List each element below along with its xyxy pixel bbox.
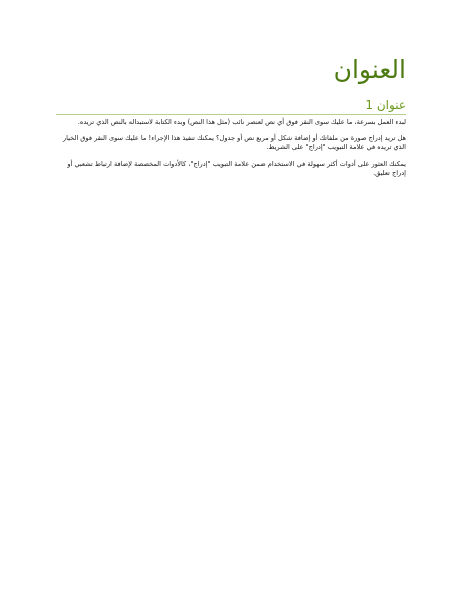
heading-1[interactable]: عنوان 1 bbox=[56, 98, 406, 115]
document-body bbox=[56, 52, 406, 185]
paragraph-2[interactable]: هل تريد إدراج صورة من ملفاتك أو إضافة شكل أو مربع نص أو جدول؟ يمكنك تنفيذ هذا الإجراء! ما عليك سوى النقر فوق الخيار الذي تريده في علامة التبويب "إدراج" على الشريط. bbox=[62, 134, 406, 152]
paragraph-3[interactable]: يمكنك العثور على أدوات أكثر سهولة في الاستخدام ضمن علامة التبويب "إدراج"، كالأدوات المخصصة لإضافة ارتباط تشعبي أو إدراج تعليق. bbox=[67, 159, 406, 177]
document-title[interactable]: العنوان bbox=[333, 55, 406, 84]
paragraph-1[interactable]: لبدء العمل بسرعة، ما عليك سوى النقر فوق أي نص لعنصر نائب (مثل هذا النص) وبدء الكتابة لاستبداله بالنص الذي تريده. bbox=[77, 118, 406, 126]
